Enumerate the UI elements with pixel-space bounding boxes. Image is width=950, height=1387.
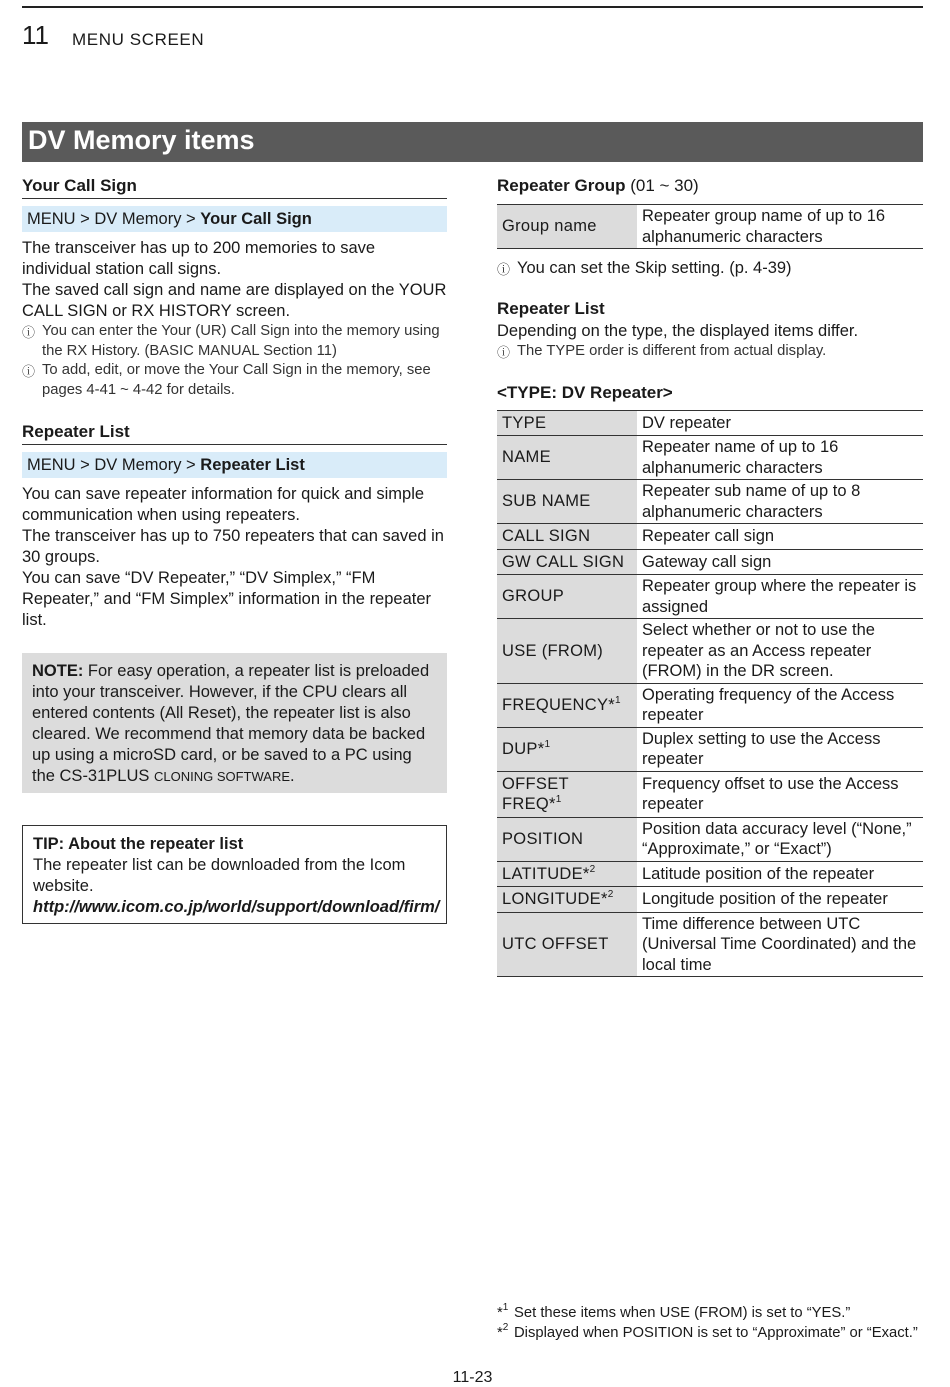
- tip-text: The repeater list can be downloaded from the Icom website.: [33, 856, 406, 895]
- menu-path-prefix: MENU > DV Memory >: [27, 456, 201, 474]
- table-row: [497, 524, 923, 550]
- table-value: Repeater call sign: [637, 524, 923, 550]
- paragraph: The saved call sign and name are displayed on the YOUR CALL SIGN or RX HISTORY screen.: [22, 281, 447, 320]
- dv-repeater-heading: <TYPE: DV Repeater>: [497, 382, 673, 402]
- table-row: [497, 575, 923, 619]
- table-value: Gateway call sign: [637, 549, 923, 575]
- repeater-group-table: [497, 204, 923, 249]
- your-call-sign-heading: Your Call Sign: [22, 176, 447, 199]
- note-text: The TYPE order is different from actual display.: [517, 343, 827, 359]
- repeater-group-heading: [497, 176, 923, 198]
- info-icon: ⓘ: [497, 345, 511, 360]
- table-value: Repeater group name of up to 16 alphanumeric characters: [637, 205, 923, 249]
- footnote-text: Set these items when USE (FROM) is set to “YES.”: [514, 1305, 851, 1321]
- footnote-mark: *$^2$: [497, 1321, 509, 1341]
- table-key: GROUP: [497, 575, 637, 619]
- dv-repeater-table: [497, 410, 923, 978]
- paragraph: The transceiver has up to 750 repeaters that can saved in 30 groups.: [22, 527, 444, 566]
- footnotes: [497, 1304, 923, 1343]
- table-row: [497, 817, 923, 861]
- tip-link[interactable]: http://www.icom.co.jp/world/support/download/firm/: [33, 898, 440, 916]
- table-key: Group name: [497, 205, 637, 249]
- menu-path-prefix: MENU > DV Memory >: [27, 210, 201, 228]
- table-row: [497, 549, 923, 575]
- paragraph: The transceiver has up to 200 memories to save individual station call signs.: [22, 239, 376, 278]
- table-row: [497, 205, 923, 249]
- table-row: [497, 619, 923, 684]
- table-key: CALL SIGN: [497, 524, 637, 550]
- table-key: SUB NAME: [497, 480, 637, 524]
- left-column: [22, 176, 447, 924]
- repeater-group-title: Repeater Group: [497, 176, 626, 195]
- note-box-end: .: [290, 767, 295, 785]
- table-value: Repeater group where the repeater is assigned: [637, 575, 923, 619]
- table-value: Frequency offset to use the Access repeater: [637, 771, 923, 817]
- table-key: LATITUDE*$^2$: [497, 861, 637, 887]
- table-key: DUP*$^1$: [497, 727, 637, 771]
- repeater-list-right-heading: Repeater List: [497, 299, 605, 318]
- table-key: GW CALL SIGN: [497, 549, 637, 575]
- table-value: Select whether or not to use the repeater as an Access repeater (FROM) in the DR screen.: [637, 619, 923, 684]
- table-key: TYPE: [497, 410, 637, 436]
- page-number: 11-23: [452, 1369, 493, 1386]
- repeater-list-heading: Repeater List: [22, 422, 447, 445]
- top-rule: [22, 6, 923, 8]
- note-box: [22, 653, 447, 793]
- your-call-sign-text: [22, 238, 447, 322]
- table-row: [497, 410, 923, 436]
- table-value: DV repeater: [637, 410, 923, 436]
- repeater-list-right-text: Depending on the type, the displayed items differ.: [497, 322, 859, 340]
- table-key: NAME: [497, 436, 637, 480]
- tip-title: TIP: About the repeater list: [33, 835, 244, 853]
- tip-box: [22, 825, 447, 924]
- table-value: Operating frequency of the Access repeater: [637, 683, 923, 727]
- info-note: [497, 342, 923, 363]
- paragraph: You can save “DV Repeater,” “DV Simplex,” “FM Repeater,” and “FM Simplex” information in the repeater list.: [22, 569, 432, 629]
- table-key: USE (FROM): [497, 619, 637, 684]
- info-icon: ⓘ: [497, 262, 511, 277]
- repeater-list-text: [22, 484, 447, 631]
- paragraph: You can save repeater information for quick and simple communication when using repeaters.: [22, 485, 425, 524]
- info-note: [497, 258, 923, 280]
- table-row: [497, 480, 923, 524]
- footnote-mark: *$^1$: [497, 1302, 509, 1321]
- table-key: POSITION: [497, 817, 637, 861]
- menu-path-item: Your Call Sign: [200, 210, 312, 228]
- table-row: [497, 861, 923, 887]
- table-key: LONGITUDE*$^2$: [497, 887, 637, 913]
- repeater-group-range: (01 ~ 30): [625, 176, 699, 195]
- footnote-text: Displayed when POSITION is set to “Approximate” or “Exact.”: [514, 1324, 918, 1341]
- info-note: [22, 322, 447, 361]
- table-row: [497, 727, 923, 771]
- footnote: [497, 1304, 923, 1324]
- table-value: Repeater sub name of up to 8 alphanumeric characters: [637, 480, 923, 524]
- chapter-title: MENU SCREEN: [72, 30, 205, 49]
- table-row: [497, 683, 923, 727]
- table-row: [497, 771, 923, 817]
- info-icon: ⓘ: [22, 325, 36, 340]
- note-box-smallcaps: CLONING SOFTWARE: [153, 769, 291, 784]
- section-title: DV Memory items: [22, 122, 923, 162]
- table-row: [497, 912, 923, 977]
- table-value: Latitude position of the repeater: [637, 861, 923, 887]
- right-column: [497, 176, 923, 977]
- table-key: FREQUENCY*$^1$: [497, 683, 637, 727]
- footnote: [497, 1321, 923, 1344]
- note-text: You can set the Skip setting. (p. 4-39): [517, 259, 792, 277]
- table-row: [497, 887, 923, 913]
- menu-path-item: Repeater List: [200, 456, 305, 474]
- table-key: UTC OFFSET: [497, 912, 637, 977]
- table-value: Duplex setting to use the Access repeater: [637, 727, 923, 771]
- note-text: To add, edit, or move the Your Call Sign in the memory, see pages 4-41 ~ 4-42 for details.: [42, 362, 431, 398]
- your-call-sign-menu-path: [22, 206, 447, 232]
- note-box-text: For easy operation, a repeater list is preloaded into your transceiver. However, if the CPU clears all entered contents (All Reset), the repeater list is also cleared. We recommend that memory data be backed up using a microSD card, or be saved to a PC using the CS-31PLUS: [32, 662, 430, 785]
- table-value: Longitude position of the repeater: [637, 887, 923, 913]
- table-row: [497, 436, 923, 480]
- repeater-list-menu-path: [22, 452, 447, 478]
- table-value: Position data accuracy level (“None,” “Approximate,” or “Exact”): [637, 817, 923, 861]
- note-text: You can enter the Your (UR) Call Sign into the memory using the RX History. (BASIC MANUAL Section 11): [42, 323, 440, 359]
- info-note: [22, 361, 447, 400]
- table-value: Time difference between UTC (Universal Time Coordinated) and the local time: [637, 912, 923, 977]
- info-icon: ⓘ: [22, 364, 36, 379]
- table-key: OFFSET FREQ*$^1$: [497, 771, 637, 817]
- note-label: NOTE:: [32, 662, 84, 680]
- chapter-number: 11: [22, 20, 49, 50]
- table-value: Repeater name of up to 16 alphanumeric characters: [637, 436, 923, 480]
